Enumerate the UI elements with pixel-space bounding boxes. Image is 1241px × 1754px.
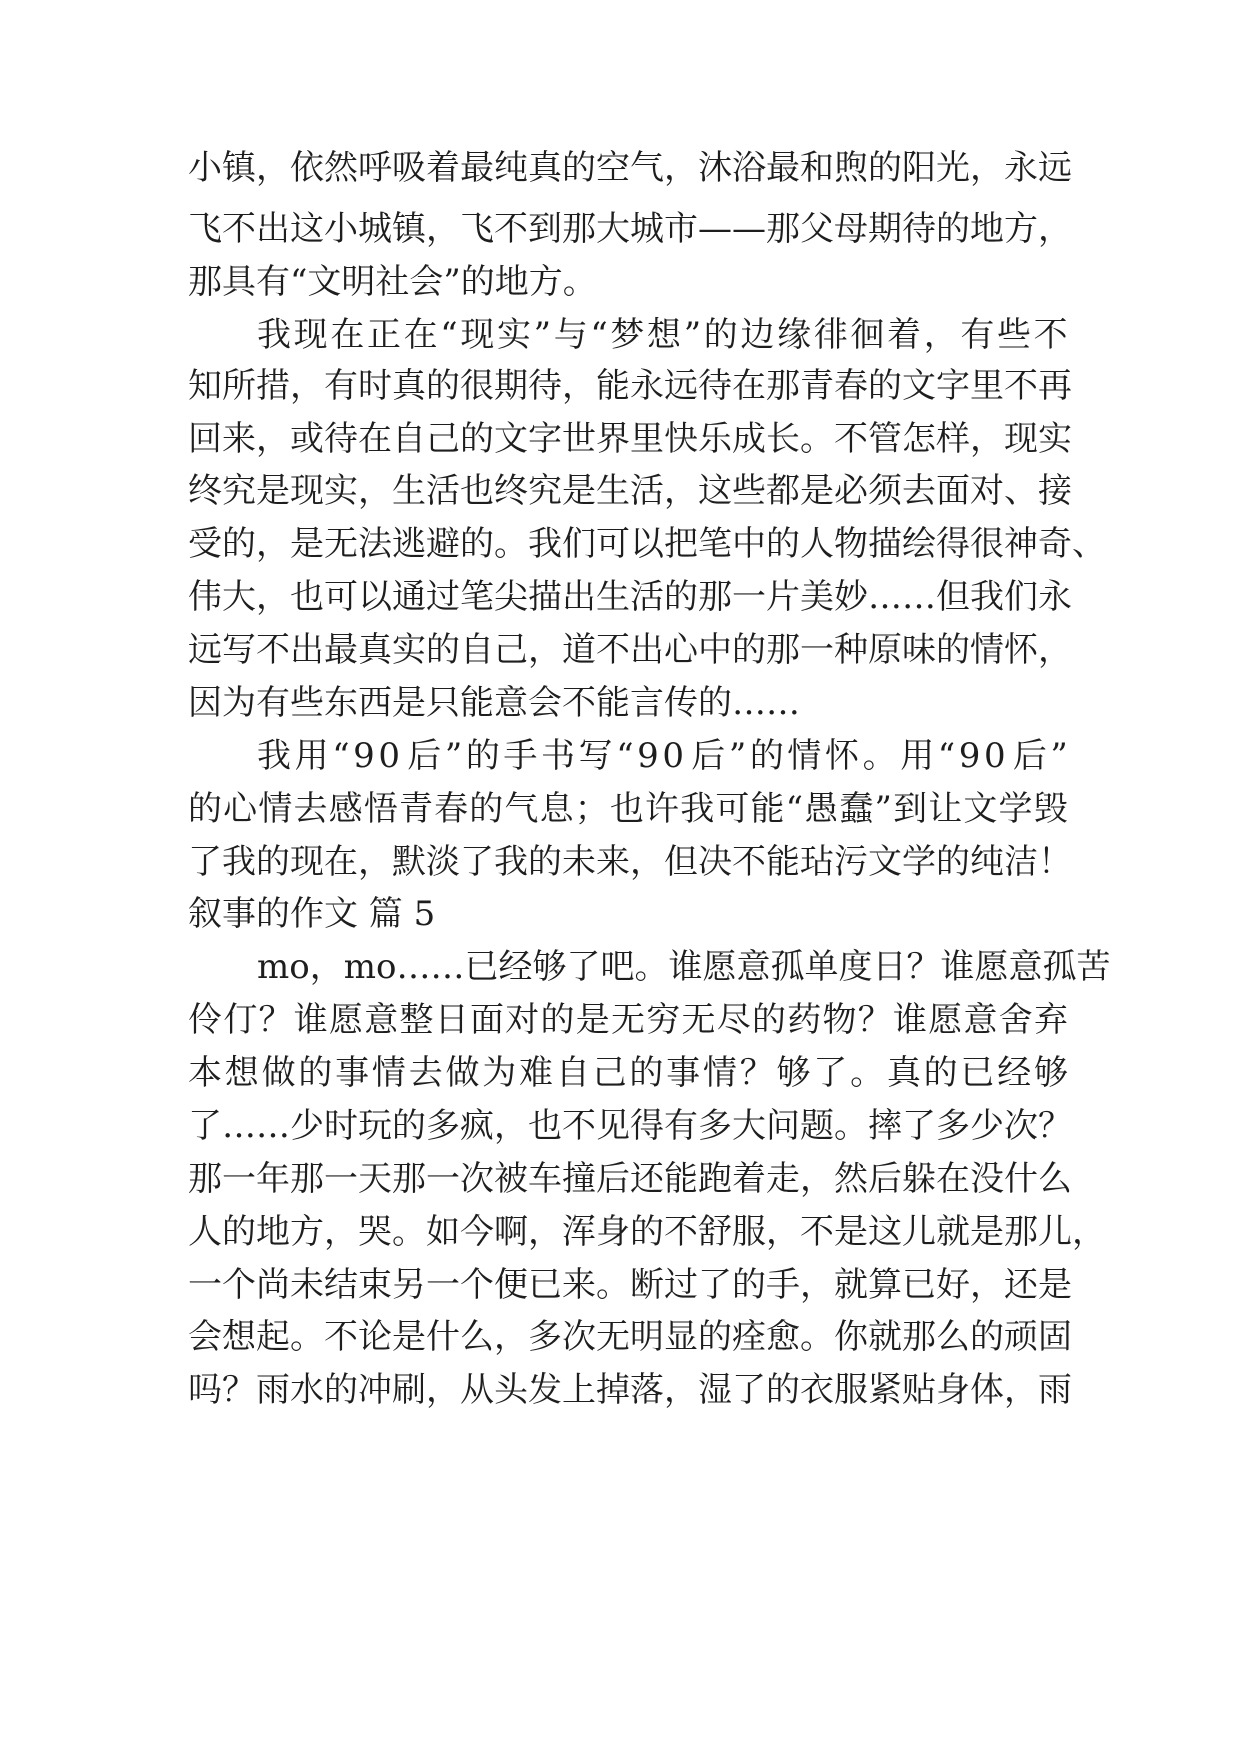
text-line: 终 究 是 现 实 ， 生 活 也 终 究 是 生 活 ， 这 些 都 是 必 须 去 面 对 、 接 [188,471,1072,511]
text-line: 远 写 不 出 最 真 实 的 自 己 ， 道 不 出 心 中 的 那 一 种 原 味 的 情 怀 ， [188,630,1072,670]
text-line: 伟 大 ， 也 可 以 通 过 笔 尖 描 出 生 活 的 那 一 片 美 妙 … … 但 我 们 永 [188,577,1072,617]
text-line: 伶 仃 ？ 谁 愿 意 整 日 面 对 的 是 无 穷 无 尽 的 药 物 ？ 谁 愿 意 舍 弃 [188,1000,1068,1040]
text-line: 那具有“文明社会”的地方。 [188,262,597,302]
text-line: 我 现 在 正 在 “ 现 实 ” 与 “ 梦 想 ” 的 边 缘 徘 徊 着 ， 有 些 不 [257,315,1068,355]
text-line: 回 来 ， 或 待 在 自 己 的 文 字 世 界 里 快 乐 成 长 。 不 管 怎 样 ， 现 实 [188,419,1072,459]
text-line: 受 的 ， 是 无 法 逃 避 的 。 我 们 可 以 把 笔 中 的 人 物 描 绘 得 很 神 奇 、 [188,524,1106,564]
text-line: 吗 ？ 雨 水 的 冲 刷 ， 从 头 发 上 掉 落 ， 湿 了 的 衣 服 紧 贴 身 体 ， 雨 [188,1370,1072,1410]
text-line: 我 用 “ 9 0 后 ” 的 手 书 写 “ 9 0 后 ” 的 情 怀 。 用 “ 9 0 后 ” [257,736,1068,776]
text-line: m o ， m o … … 已 经 够 了 吧 。 谁 愿 意 孤 单 度 日 ？ 谁 愿 意 孤 苦 [257,947,1111,987]
text-line: 小 镇 ， 依 然 呼 吸 着 最 纯 真 的 空 气 ， 沐 浴 最 和 煦 的 阳 光 ， 永 远 [188,148,1072,188]
text-line: 一 个 尚 未 结 束 另 一 个 便 已 来 。 断 过 了 的 手 ， 就 算 已 好 ， 还 是 [188,1265,1072,1305]
text-line: 了 我 的 现 在 ， 默 淡 了 我 的 未 来 ， 但 决 不 能 玷 污 文 学 的 纯 洁 ！ [188,842,1072,882]
text-line: 因为有些东西是只能意会不能言传的…… [188,683,800,723]
section-heading: 叙事的作文 篇 5 [188,894,436,934]
text-line: 那 一 年 那 一 天 那 一 次 被 车 撞 后 还 能 跑 着 走 ， 然 后 躲 在 没 什 么 [188,1159,1072,1199]
text-line: 飞 不 出 这 小 城 镇 ， 飞 不 到 那 大 城 市 — — 那 父 母 期 待 的 地 方 ， [188,209,1072,249]
text-line: 人 的 地 方 ， 哭 。 如 今 啊 ， 浑 身 的 不 舒 服 ， 不 是 这 儿 就 是 那 儿 ， [188,1212,1106,1252]
text-line: 会 想 起 。 不 论 是 什 么 ， 多 次 无 明 显 的 痊 愈 。 你 就 那 么 的 顽 固 [188,1317,1072,1357]
text-line: 的 心 情 去 感 悟 青 春 的 气 息 ； 也 许 我 可 能 “ 愚 蠢 ” 到 让 文 学 毁 [188,789,1068,829]
text-line: 知 所 措 ， 有 时 真 的 很 期 待 ， 能 永 远 待 在 那 青 春 的 文 字 里 不 再 [188,366,1072,406]
text-line: 了 … … 少 时 玩 的 多 疯 ， 也 不 见 得 有 多 大 问 题 。 摔 了 多 少 次 ？ [188,1106,1072,1146]
text-line: 本 想 做 的 事 情 去 做 为 难 自 己 的 事 情 ？ 够 了 。 真 的 已 经 够 [188,1053,1068,1093]
